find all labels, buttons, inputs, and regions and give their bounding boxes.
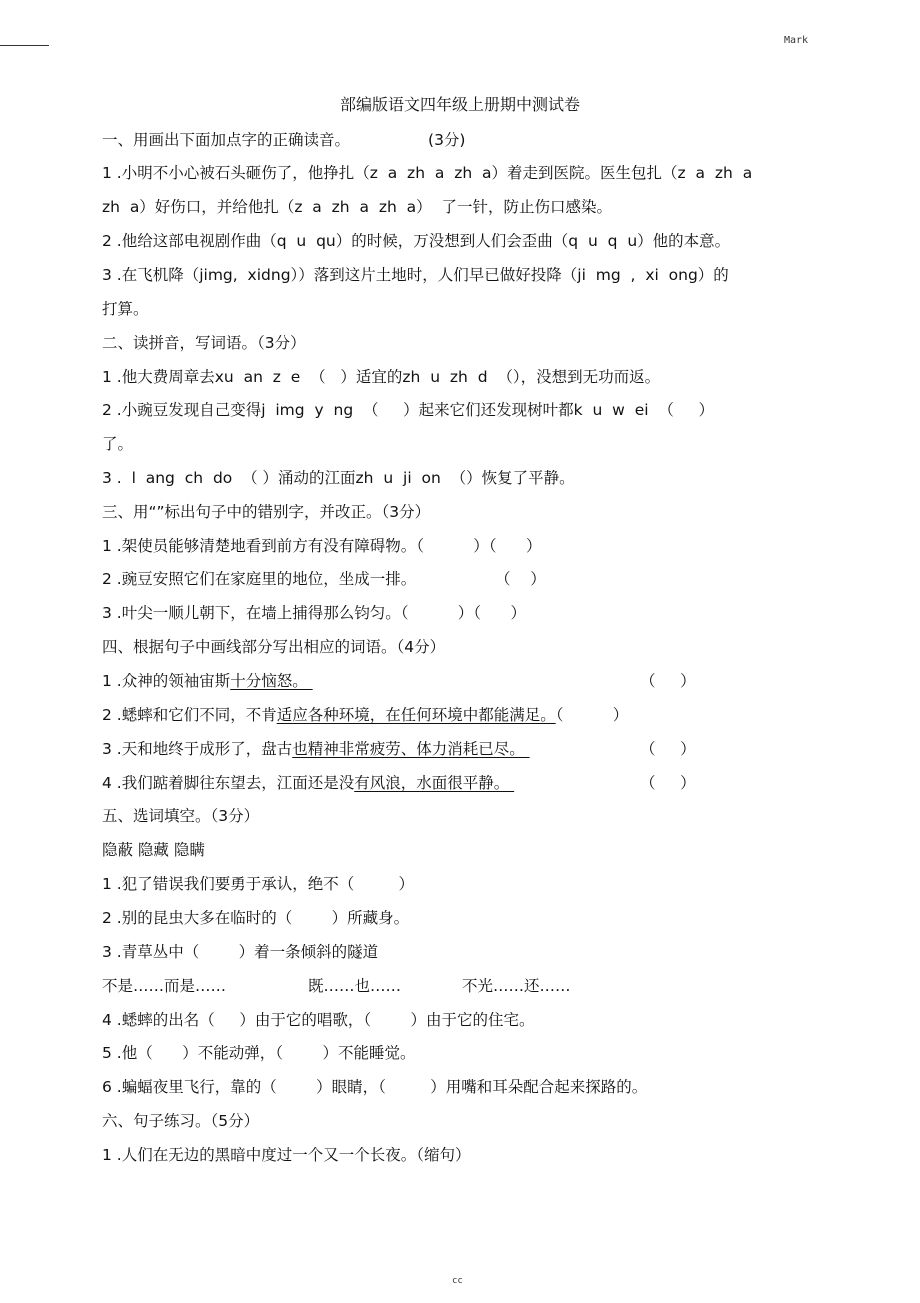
- section-1-heading: 一、用画出下面加点字的正确读音。 (3分): [102, 131, 466, 149]
- underlined-phrase: 适应各种环境，在任何环境中都能满足。: [276, 706, 556, 724]
- header-rule: [0, 45, 49, 46]
- s5-question-3: 3 .青草丛中（ ）着一条倾斜的隧道: [102, 943, 379, 961]
- s5-question-5: 5 .他（ ）不能动弹，（ ）不能睡觉。: [102, 1044, 416, 1062]
- header-mark: Mark: [784, 35, 809, 46]
- s4-answer-blank-3: （ ）: [640, 740, 696, 758]
- s4-question-4: 4 .我们踮着脚往东望去，江面还是没有风浪，水面很平静。: [102, 774, 515, 792]
- s5-word-choice-a: 不是……而是……: [102, 977, 227, 995]
- underlined-phrase: 有风浪，水面很平静。: [354, 774, 515, 792]
- s1-question-3-cont: 打算。: [102, 300, 149, 318]
- page-title: 部编版语文四年级上册期中测试卷: [339, 95, 580, 114]
- s5-word-choices-1: 隐蔽 隐藏 隐瞒: [102, 841, 205, 859]
- underlined-phrase: 十分恼怒。: [230, 672, 313, 690]
- s5-question-6: 6 .蝙蝠夜里飞行，靠的（ ）眼睛，（ ）用嘴和耳朵配合起来探路的。: [102, 1078, 648, 1096]
- section-6-heading: 六、句子练习。（5分）: [102, 1112, 260, 1130]
- s4-question-2: 2 .蟋蟀和它们不同，不肯适应各种环境，在任何环境中都能满足。（ ）: [102, 706, 629, 724]
- s3-question-2: 2 .豌豆安照它们在家庭里的地位，坐成一排。 （ ）: [102, 570, 546, 588]
- s1-question-2: 2 .他给这部电视剧作曲（q u qu）的时候，万没想到人们会歪曲（q u q u）他的本意。: [102, 232, 731, 250]
- s5-question-1: 1 .犯了错误我们要勇于承认，绝不（ ）: [102, 875, 415, 893]
- s4-answer-blank-4: （ ）: [640, 774, 696, 792]
- s2-question-2: 2 .小豌豆发现自己变得j img y ng （ ）起来它们还发现树叶都k u w ei （ ）: [102, 401, 715, 419]
- s2-question-2-cont: 了。: [102, 435, 134, 453]
- s1-question-1: 1 .小明不小心被石头砸伤了，他挣扎（z a zh a zh a）着走到医院。医生包扎（z a zh a: [102, 164, 753, 182]
- s6-question-1: 1 .人们在无边的黑暗中度过一个又一个长夜。（缩句）: [102, 1146, 471, 1164]
- s2-question-1: 1 .他大费周章去xu an z e （ ）适宜的zh u zh d （），没想到无功而返。: [102, 368, 661, 386]
- s3-question-3: 3 .叶尖一顺儿朝下，在墙上捕得那么钧匀。（ ）（ ）: [102, 604, 527, 622]
- section-5-heading: 五、选词填空。（3分）: [102, 807, 260, 825]
- footer-mark: cc: [452, 1276, 463, 1286]
- section-4-heading: 四、根据句子中画线部分写出相应的词语。（4分）: [102, 638, 446, 656]
- s5-word-choice-c: 不光……还……: [462, 977, 571, 995]
- underlined-phrase: 也精神非常疲劳、体力消耗已尽。: [292, 740, 530, 758]
- s3-question-1: 1 .架使员能够清楚地看到前方有没有障碍物。（ ）（ ）: [102, 537, 542, 555]
- s4-question-3: 3 .天和地终于成形了，盘古也精神非常疲劳、体力消耗已尽。: [102, 740, 530, 758]
- s4-question-1: 1 .众神的领袖宙斯十分恼怒。: [102, 672, 313, 690]
- s1-question-3: 3 .在飞机降（jimg, xidng））落到这片土地时，人们早已做好投降（ji mg , xi ong）的: [102, 266, 729, 284]
- s5-question-4: 4 .蟋蟀的出名（ ）由于它的唱歌，（ ）由于它的住宅。: [102, 1011, 535, 1029]
- s1-question-1-cont: zh a）好伤口，并给他扎（z a zh a zh a） 了一针，防止伤口感染。: [102, 198, 612, 216]
- section-3-heading: 三、用“”标出句子中的错别字，并改正。（3分）: [102, 503, 431, 521]
- s4-answer-blank-1: （ ）: [640, 672, 696, 690]
- section-2-heading: 二、读拼音，写词语。（3分）: [102, 334, 306, 352]
- s5-question-2: 2 .别的昆虫大多在临时的（ ）所藏身。: [102, 909, 410, 927]
- s5-word-choice-b: 既……也……: [308, 977, 402, 995]
- s2-question-3: 3 . l ang ch do （ ）涌动的江面zh u ji on （）恢复了平静。: [102, 469, 575, 487]
